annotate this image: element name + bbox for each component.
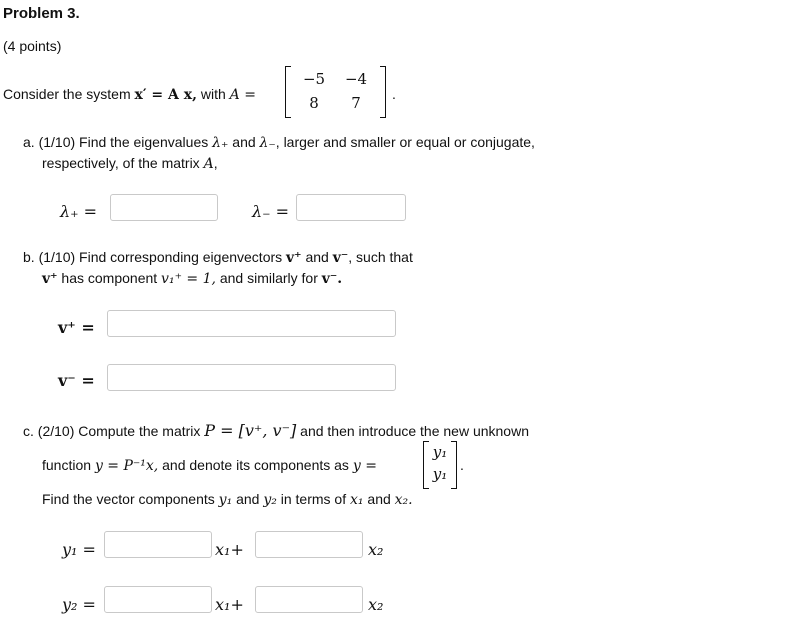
intro-consider: Consider the system bbox=[3, 86, 131, 102]
y-vector-cell: y₁ bbox=[432, 443, 448, 461]
lambda-plus-input[interactable] bbox=[110, 194, 218, 221]
lambda-plus-label: λ₊ = bbox=[60, 202, 98, 221]
v-minus-label: v⁻ = bbox=[58, 371, 95, 390]
part-a-text-post: , larger and smaller or equal or conjugate, bbox=[275, 134, 535, 150]
v-plus-label: v⁺ = bbox=[58, 318, 95, 337]
x1-plus-label: x₁+ bbox=[215, 540, 244, 559]
part-c-line1 bbox=[23, 421, 529, 440]
matrix-bracket-left bbox=[285, 66, 291, 118]
part-a-line2 bbox=[42, 155, 218, 172]
part-b-line1 bbox=[23, 249, 413, 266]
lambda-minus-label: λ₋ = bbox=[252, 202, 290, 221]
y1-symbol: y₁ bbox=[218, 492, 233, 508]
points-label: (4 points) bbox=[3, 38, 62, 54]
matrix-cell: 7 bbox=[351, 94, 361, 112]
part-a-text2: respectively, of the matrix bbox=[42, 155, 200, 171]
y1-x1-coefficient-input[interactable] bbox=[104, 531, 212, 558]
intro-period: . bbox=[392, 86, 396, 102]
x2-label: x₂ bbox=[368, 595, 384, 614]
matrix-a-symbol: A bbox=[203, 156, 214, 172]
lambda-plus-symbol: λ₊ bbox=[212, 135, 229, 151]
y1-x2-coefficient-input[interactable] bbox=[255, 531, 363, 558]
and-text: and bbox=[232, 134, 256, 150]
part-b-text: b. (1/10) Find corresponding eigenvectors bbox=[23, 249, 283, 265]
y-vector-bracket-right bbox=[451, 441, 457, 489]
component-equation: v₁⁺ = 1, bbox=[161, 271, 216, 287]
matrix-cell: −5 bbox=[302, 70, 326, 88]
function-text: function bbox=[42, 457, 92, 473]
matrix-cell: −4 bbox=[344, 70, 368, 88]
v-plus-symbol: v⁺ bbox=[42, 271, 58, 287]
intro-system-eq: x′ = A x, bbox=[134, 87, 197, 103]
v-minus-input[interactable] bbox=[107, 364, 396, 391]
y-vector-cell: y₁ bbox=[432, 465, 448, 483]
in-terms-text: in terms of bbox=[280, 491, 347, 507]
y1-label: y₁ = bbox=[62, 540, 96, 559]
y-vector-eq: y = bbox=[352, 458, 377, 474]
lambda-minus-symbol: λ₋ bbox=[259, 135, 276, 151]
y-equation: y = P⁻¹x, bbox=[94, 458, 159, 474]
denote-text: and denote its components as bbox=[162, 457, 349, 473]
y-vector-period: . bbox=[460, 457, 464, 473]
matrix-cell: 8 bbox=[309, 94, 319, 112]
x2-symbol: x₂. bbox=[394, 492, 413, 508]
part-a-text: a. (1/10) Find the eigenvalues bbox=[23, 134, 209, 150]
v-minus-symbol: v⁻. bbox=[321, 271, 343, 287]
y2-label: y₂ = bbox=[62, 595, 96, 614]
v-plus-input[interactable] bbox=[107, 310, 396, 337]
part-a-line1 bbox=[23, 134, 535, 151]
part-c-line3 bbox=[42, 491, 413, 508]
has-component-text: has component bbox=[61, 270, 158, 286]
p-equation: P = [v⁺, v⁻] bbox=[204, 421, 297, 440]
part-c-line2 bbox=[42, 457, 377, 474]
intro-with: with bbox=[200, 86, 226, 102]
and-text: and bbox=[236, 491, 260, 507]
part-b-line2 bbox=[42, 270, 342, 287]
v-minus-symbol: v⁻ bbox=[332, 250, 349, 266]
such-that-text: , such that bbox=[348, 249, 413, 265]
lambda-minus-input[interactable] bbox=[296, 194, 406, 221]
y2-symbol: y₂ bbox=[263, 492, 277, 508]
x1-plus-label: x₁+ bbox=[215, 595, 244, 614]
intro-line bbox=[3, 86, 256, 103]
comma: , bbox=[213, 155, 218, 171]
y2-x1-coefficient-input[interactable] bbox=[104, 586, 212, 613]
intro-a-eq: A = bbox=[229, 87, 256, 103]
problem-title: Problem 3. bbox=[3, 5, 80, 22]
and-text: and bbox=[367, 491, 391, 507]
part-c-text-post: and then introduce the new unknown bbox=[300, 423, 529, 439]
similarly-text: and similarly for bbox=[219, 270, 318, 286]
matrix-bracket-right bbox=[380, 66, 386, 118]
and-text: and bbox=[305, 249, 329, 265]
v-plus-symbol: v⁺ bbox=[286, 250, 302, 266]
x1-symbol: x₁ bbox=[350, 492, 364, 508]
y2-x2-coefficient-input[interactable] bbox=[255, 586, 363, 613]
part-c-text: c. (2/10) Compute the matrix bbox=[23, 423, 201, 439]
find-text: Find the vector components bbox=[42, 491, 215, 507]
x2-label: x₂ bbox=[368, 540, 384, 559]
